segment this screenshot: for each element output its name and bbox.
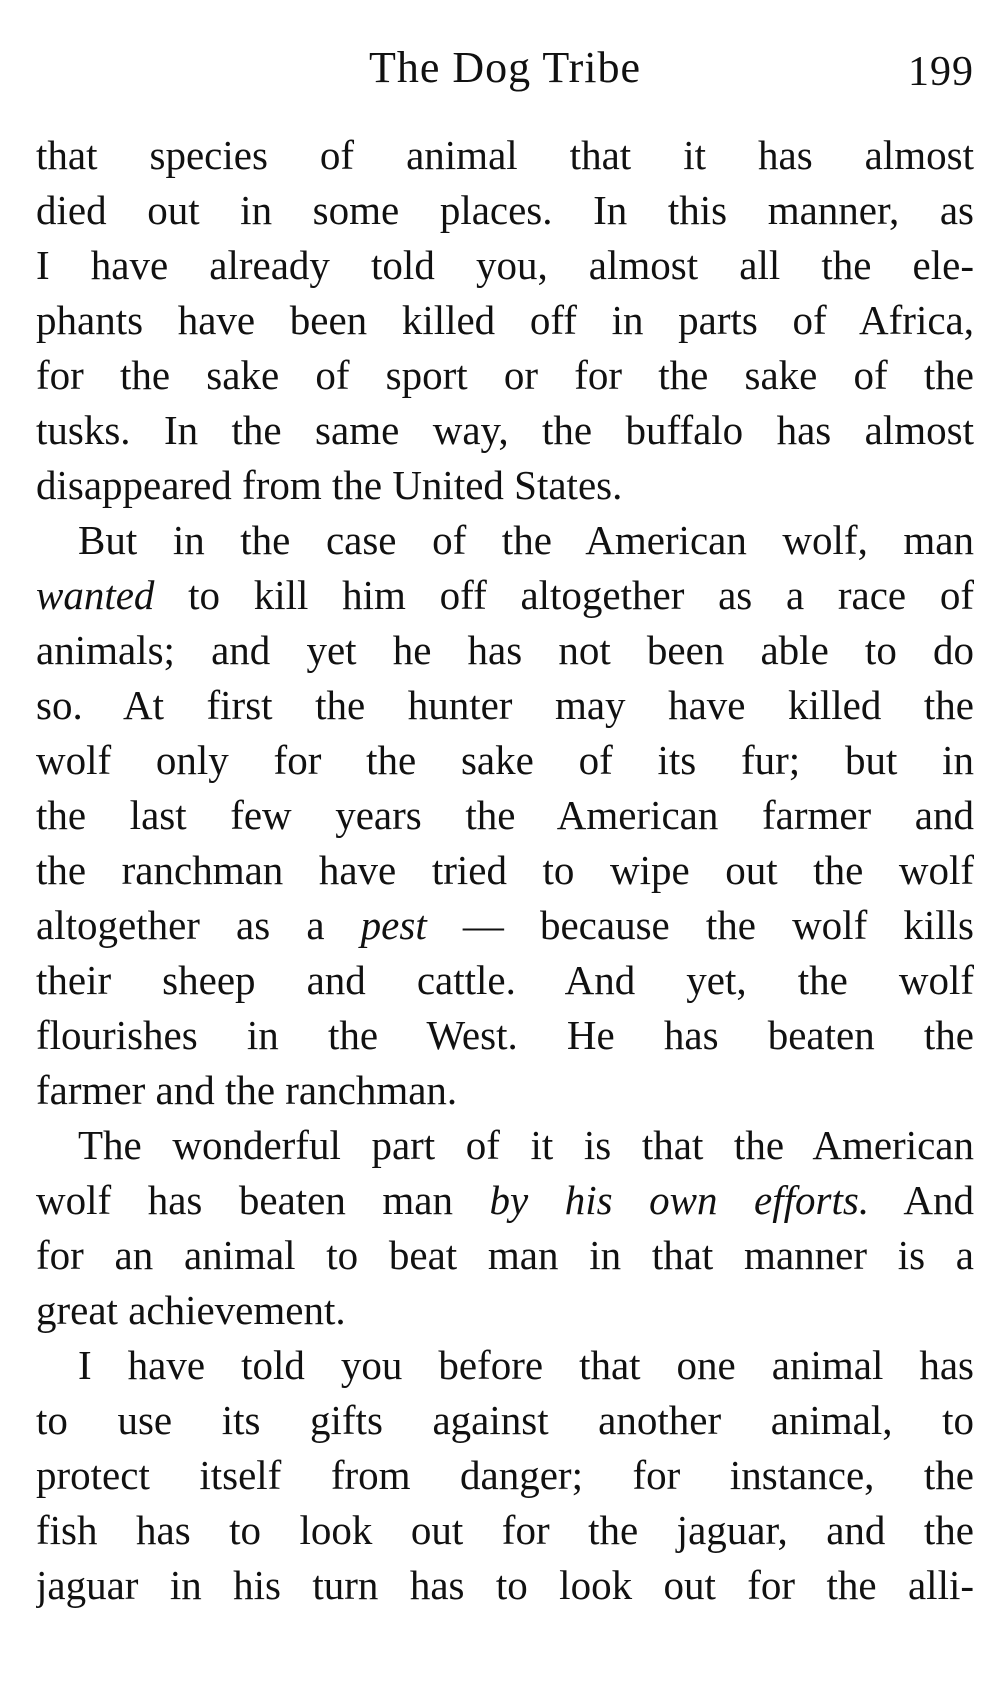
text-run: altogether as a: [36, 902, 361, 948]
text-line: flourishes in the West. He has beaten the: [36, 1012, 974, 1058]
text-line: the last few years the American farmer and: [36, 792, 974, 838]
text-line: [36, 898, 974, 953]
paragraph: [36, 128, 974, 513]
text-line: [36, 1173, 974, 1228]
italic-emphasis: wanted: [36, 572, 155, 618]
text-line: that species of animal that it has almost: [36, 132, 974, 178]
text-line: animals; and yet he has not been able to do: [36, 627, 974, 673]
text-line: to use its gifts against another animal, to: [36, 1397, 974, 1443]
paragraph: [36, 513, 974, 1118]
text-line: tusks. In the same way, the buffalo has almost: [36, 407, 974, 453]
italic-emphasis: pest: [360, 902, 427, 948]
running-title: The Dog Tribe: [368, 43, 642, 92]
text-line: so. At first the hunter may have killed the: [36, 682, 974, 728]
text-line: I have already told you, almost all the ele-: [36, 242, 974, 288]
page-number: 199: [908, 49, 974, 95]
text-line: their sheep and cattle. And yet, the wolf: [36, 957, 974, 1003]
paragraph: [36, 1118, 974, 1338]
text-line: disappeared from the United States.: [36, 462, 623, 508]
text-line: The wonderful part of it is that the American: [78, 1122, 974, 1168]
text-line: I have told you before that one animal has: [78, 1342, 974, 1388]
text-line: the ranchman have tried to wipe out the wolf: [36, 847, 974, 893]
text-run: And: [869, 1177, 974, 1223]
text-line: for an animal to beat man in that manner is a: [36, 1232, 974, 1278]
text-line: [36, 568, 974, 623]
italic-emphasis: by his own efforts.: [489, 1177, 870, 1223]
text-run: wolf has beaten man: [36, 1177, 490, 1223]
text-run: — because the wolf kills: [426, 902, 974, 948]
text-run: to kill him off altogether as a race of: [154, 572, 974, 618]
text-line: wolf only for the sake of its fur; but in: [36, 737, 974, 783]
text-line: phants have been killed off in parts of Africa,: [36, 297, 974, 343]
text-line: died out in some places. In this manner, as: [36, 187, 974, 233]
running-head: [36, 38, 974, 98]
text-line: fish has to look out for the jaguar, and the: [36, 1507, 974, 1553]
text-line: farmer and the ranchman.: [36, 1067, 458, 1113]
text-line: protect itself from danger; for instance, the: [36, 1452, 974, 1498]
paragraph: [36, 1338, 974, 1613]
body-text: [36, 128, 974, 1613]
text-line: for the sake of sport or for the sake of the: [36, 352, 974, 398]
text-line: great achievement.: [36, 1287, 346, 1333]
text-line: But in the case of the American wolf, man: [78, 517, 974, 563]
text-line: jaguar in his turn has to look out for the alli-: [36, 1562, 974, 1608]
